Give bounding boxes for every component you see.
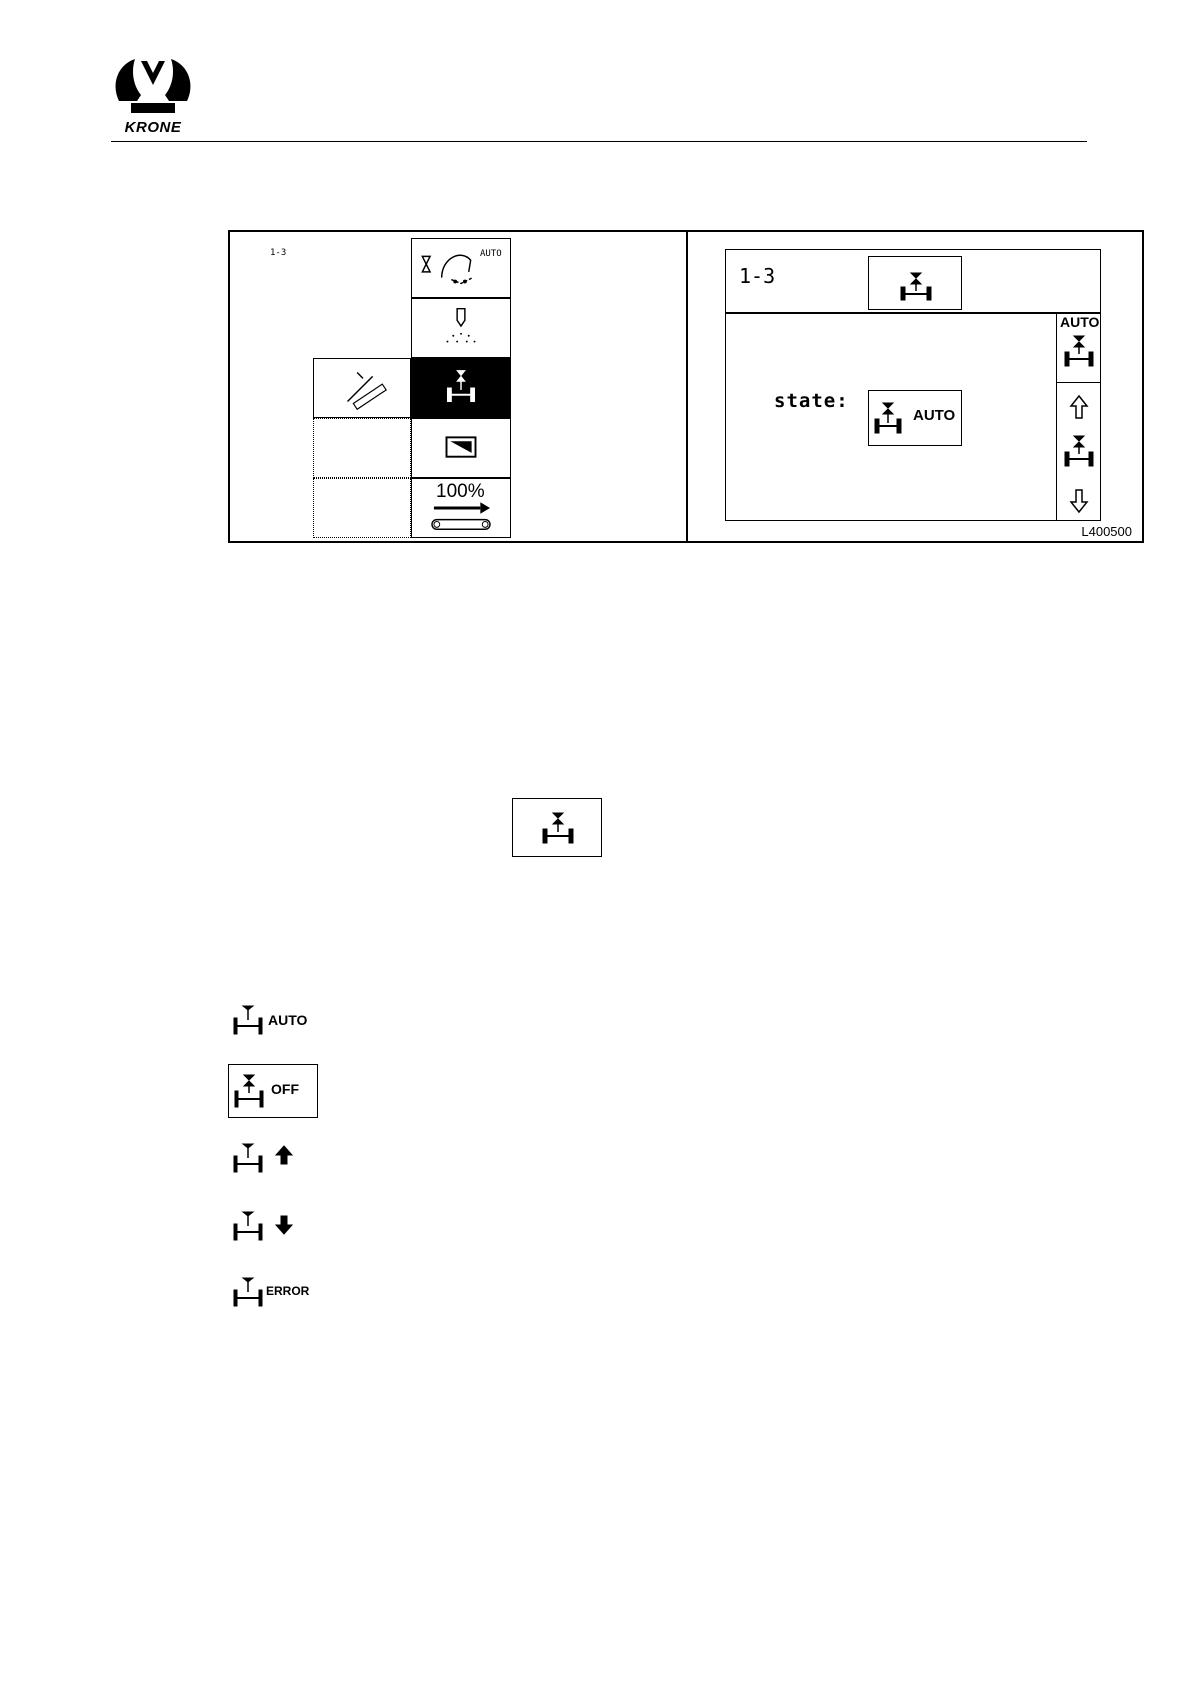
measure-cell[interactable]: [313, 358, 411, 418]
axle-lift-icon: [229, 1065, 269, 1117]
axle-lift-cell-selected[interactable]: [411, 358, 511, 418]
arrow-down-icon[interactable]: [1069, 488, 1089, 514]
axle-lift-icon[interactable]: [1057, 432, 1101, 476]
legend-auto-label: AUTO: [268, 1012, 308, 1028]
axle-lift-icon: [228, 1270, 268, 1314]
conveyor-icon: [412, 479, 510, 537]
spray-cell[interactable]: [411, 298, 511, 358]
figure-screens: [228, 230, 1144, 543]
spray-icon: [412, 299, 510, 357]
axle-lift-down-icon: [228, 1204, 308, 1248]
axle-lift-icon: [1057, 332, 1101, 378]
figure-divider: [686, 232, 688, 541]
legend-error: [228, 1270, 318, 1324]
axle-lift-icon: [869, 257, 963, 311]
measure-icon: [314, 359, 410, 417]
legend-off-label: OFF: [271, 1081, 299, 1097]
menu-label: 1-3: [270, 248, 287, 258]
display-icon: [412, 419, 510, 477]
axle-lift-key: [512, 798, 602, 857]
softkey-auto-label: AUTO: [1060, 314, 1100, 330]
display-cell[interactable]: [411, 418, 511, 478]
header-divider: [111, 141, 1087, 142]
side-softkeys: [1056, 312, 1101, 520]
state-label: state:: [774, 390, 849, 412]
state-auto-button[interactable]: [868, 390, 962, 446]
terminal-screen: [725, 249, 1101, 521]
legend-down: [228, 1204, 318, 1258]
axle-lift-button[interactable]: [868, 256, 962, 310]
axle-lift-icon: [228, 998, 268, 1042]
auto-timer-cell[interactable]: [411, 238, 511, 298]
axle-lift-icon: [513, 799, 603, 858]
conveyor-cell[interactable]: [411, 478, 511, 538]
empty-cell-2: [313, 478, 411, 538]
legend-error-label: ERROR: [266, 1284, 310, 1298]
figure-code: L400500: [1081, 524, 1132, 539]
empty-cell-1: [313, 418, 411, 478]
legend-off: [228, 1064, 318, 1118]
auto-timer-icon: [412, 239, 510, 297]
axle-lift-up-icon: [228, 1136, 308, 1180]
conveyor-percent: 100%: [436, 481, 485, 502]
screen-title: 1-3: [739, 264, 776, 288]
arrow-up-icon[interactable]: [1069, 394, 1089, 420]
state-value: AUTO: [913, 407, 956, 424]
legend-auto: [228, 998, 318, 1052]
softkey-auto[interactable]: [1057, 312, 1101, 383]
screen-topbar: [726, 250, 1100, 314]
logo-text: KRONE: [124, 119, 182, 136]
axle-lift-icon: [412, 359, 510, 417]
auto-timer-label: AUTO: [480, 249, 502, 259]
legend-up: [228, 1136, 318, 1190]
